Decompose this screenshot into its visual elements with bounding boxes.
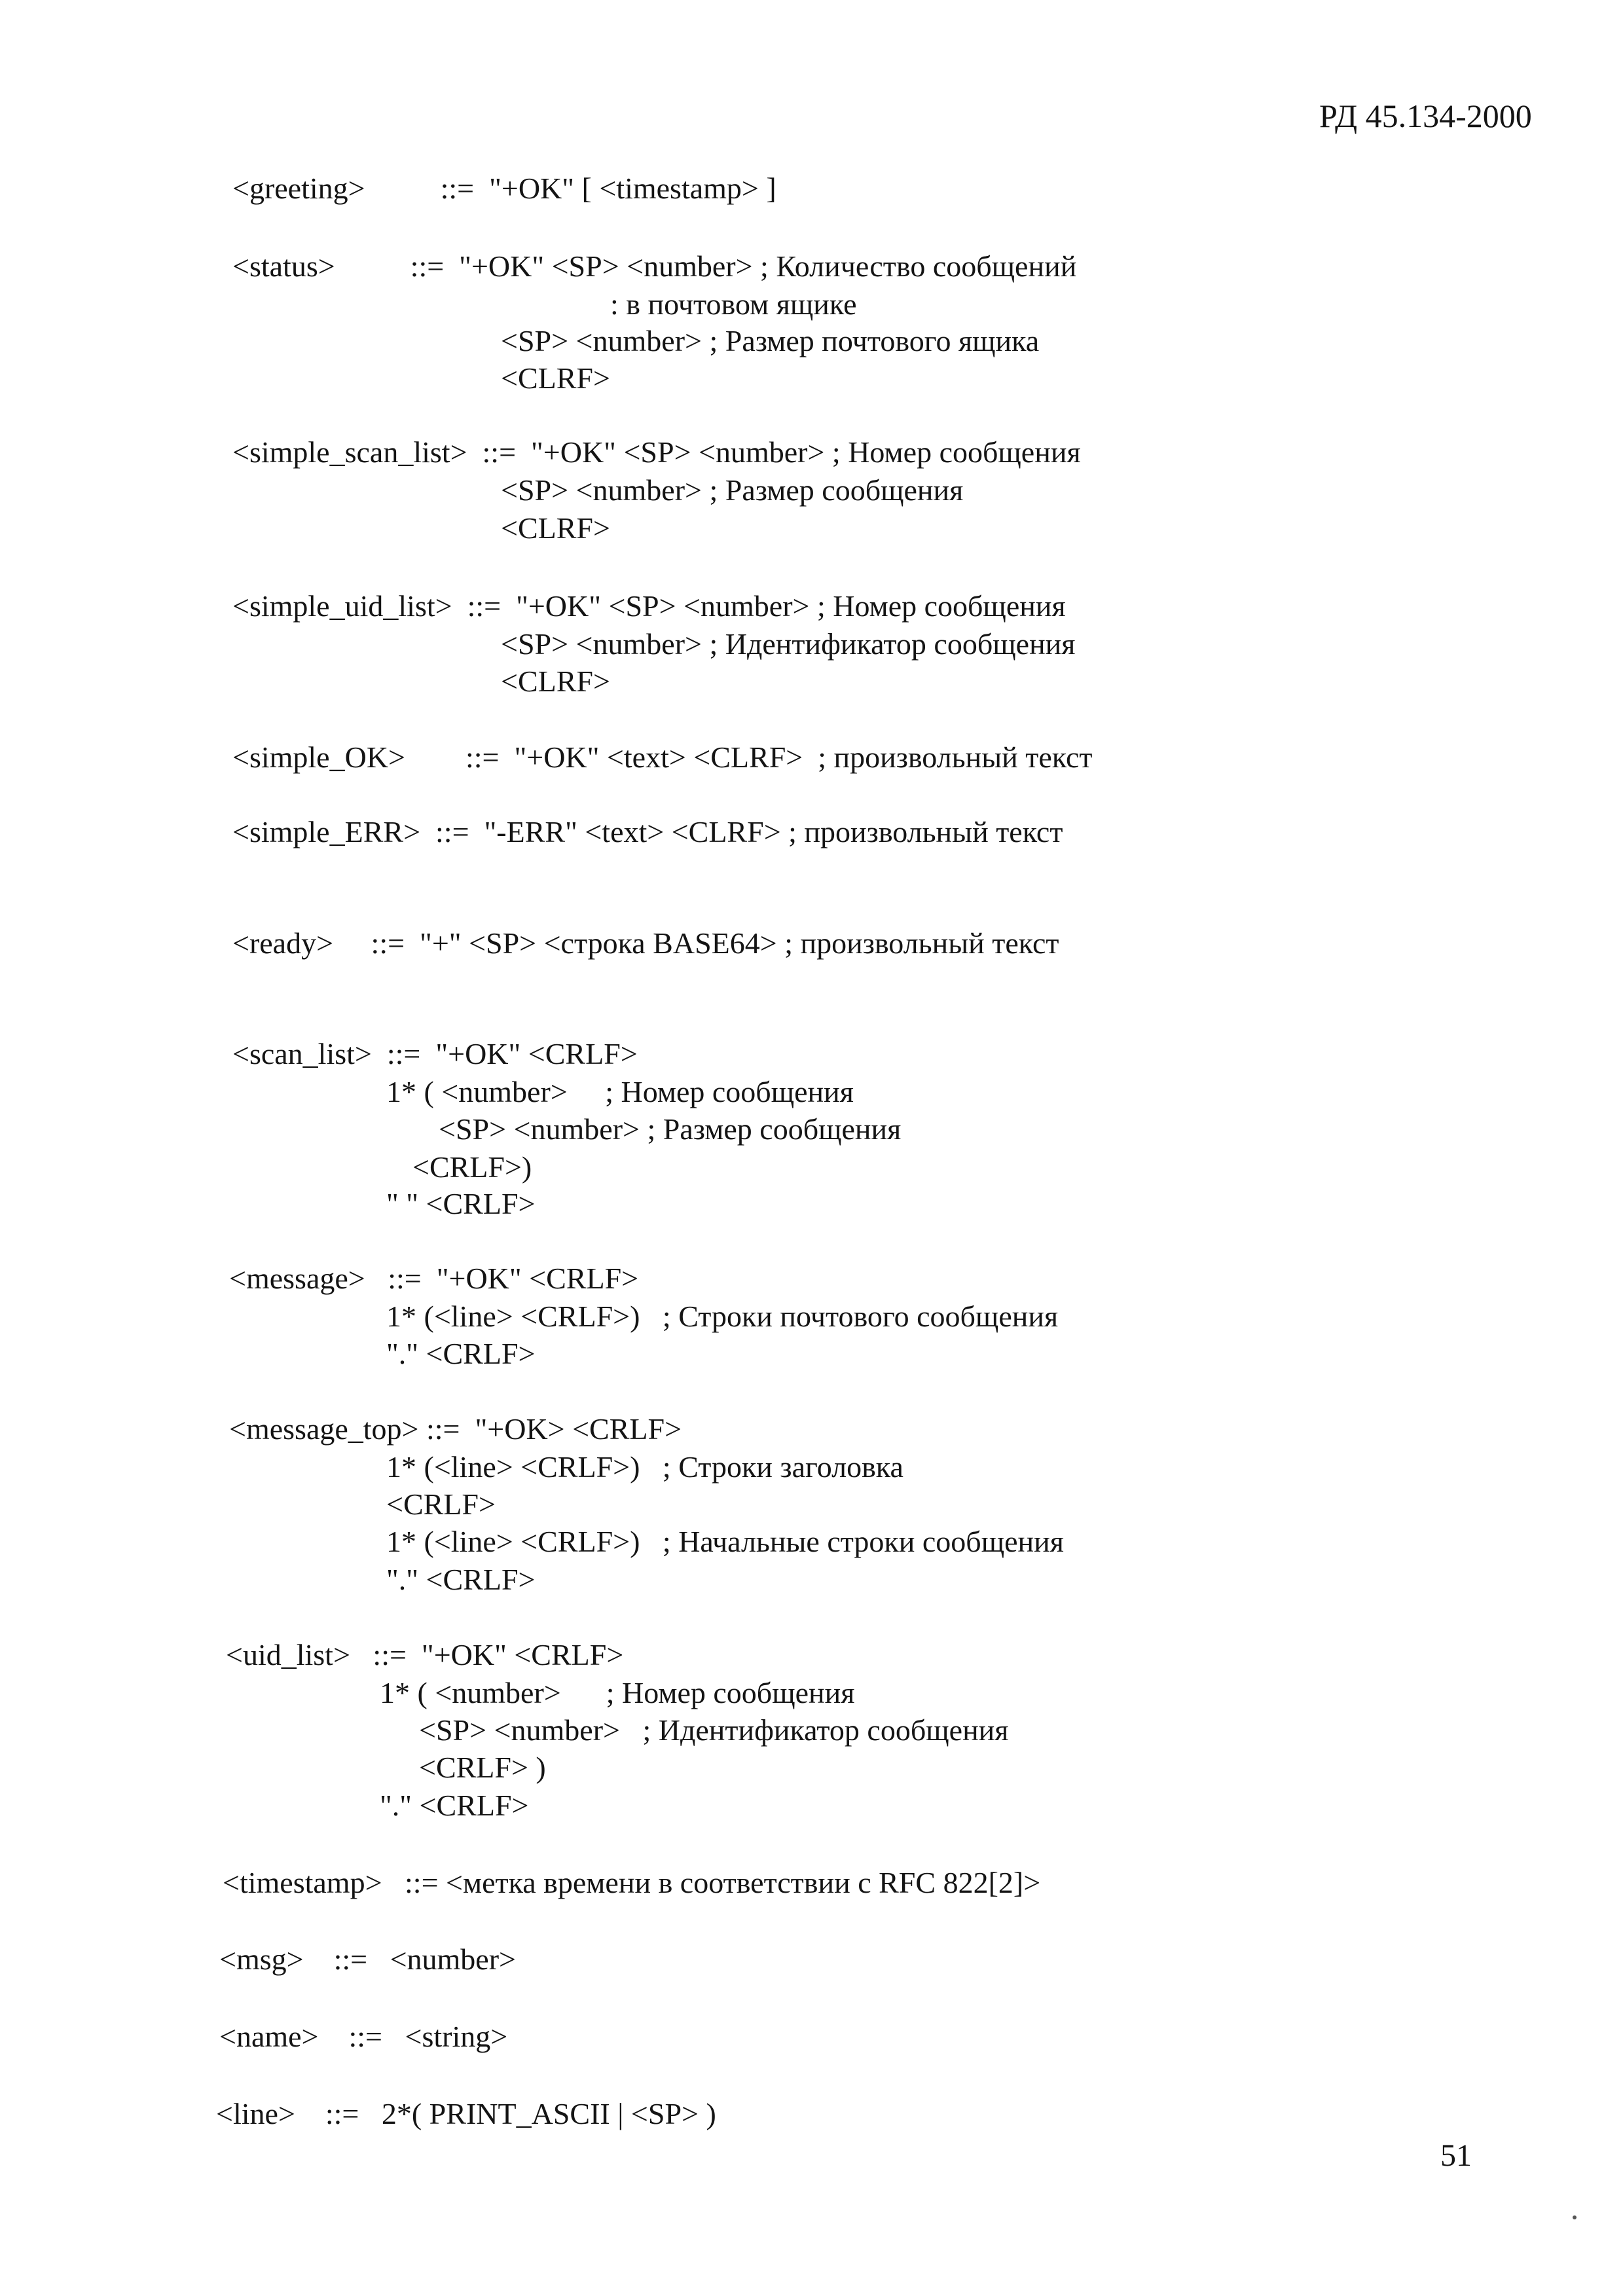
grammar-line-message-lines: 1* (<line> <CRLF>) ; Строки почтового сообщения [386, 1300, 1059, 1333]
grammar-line-greeting: <greeting> ::= "+OK" [ <timestamp> ] [232, 172, 776, 205]
grammar-line-scan-list-crlf: <CRLF>) [412, 1150, 532, 1184]
page-number: 51 [1440, 2138, 1472, 2173]
grammar-line-simple-scan-list-size: <SP> <number> ; Размер сообщения [501, 473, 964, 507]
grammar-line-uid-list: <uid_list> ::= "+OK" <CRLF> [226, 1638, 624, 1671]
grammar-line-message-top: <message_top> ::= "+OK> <CRLF> [229, 1412, 682, 1446]
grammar-line-message-top-terminator: "." <CRLF> [386, 1563, 536, 1596]
document-code-header: РД 45.134-2000 [1319, 98, 1532, 134]
grammar-line-message: <message> ::= "+OK" <CRLF> [229, 1262, 639, 1295]
grammar-line-message-top-body: 1* (<line> <CRLF>) ; Начальные строки сообщения [386, 1525, 1064, 1558]
grammar-line-name: <name> ::= <string> [219, 2020, 508, 2053]
grammar-line-message-top-headers: 1* (<line> <CRLF>) ; Строки заголовка [386, 1450, 903, 1484]
grammar-line-simple-uid-list-id: <SP> <number> ; Идентификатор сообщения [501, 627, 1076, 661]
grammar-line-uid-list-number: 1* ( <number> ; Номер сообщения [380, 1676, 855, 1709]
grammar-line-timestamp: <timestamp> ::= <метка времени в соответствии с RFC 822[2]> [223, 1866, 1041, 1899]
grammar-line-status-comment: : в почтовом ящике [610, 287, 857, 321]
scan-speck [1573, 2215, 1577, 2219]
grammar-line-message-terminator: "." <CRLF> [386, 1337, 536, 1370]
grammar-line-msg: <msg> ::= <number> [219, 1942, 516, 1976]
grammar-line-line: <line> ::= 2*( PRINT_ASCII | <SP> ) [216, 2097, 716, 2130]
grammar-line-simple-ok: <simple_OK> ::= "+OK" <text> <CLRF> ; произвольный текст [232, 740, 1093, 774]
grammar-line-uid-list-crlf: <CRLF> ) [419, 1751, 546, 1784]
grammar-line-scan-list-number: 1* ( <number> ; Номер сообщения [386, 1075, 854, 1108]
grammar-line-status-size: <SP> <number> ; Размер почтового ящика [501, 324, 1040, 357]
grammar-line-uid-list-id: <SP> <number> ; Идентификатор сообщения [419, 1713, 1009, 1747]
grammar-line-ready: <ready> ::= "+" <SP> <строка BASE64> ; произвольный текст [232, 926, 1059, 960]
grammar-line-status-crlf: <CLRF> [501, 361, 610, 395]
grammar-line-scan-list-terminator: " " <CRLF> [386, 1187, 536, 1220]
grammar-line-uid-list-terminator: "." <CRLF> [380, 1789, 529, 1822]
grammar-line-simple-err: <simple_ERR> ::= "-ERR" <text> <CLRF> ; произвольный текст [232, 815, 1063, 848]
grammar-line-message-top-crlf: <CRLF> [386, 1487, 496, 1521]
grammar-line-simple-scan-list-crlf: <CLRF> [501, 511, 610, 545]
grammar-line-simple-scan-list: <simple_scan_list> ::= "+OK" <SP> <number> ; Номер сообщения [232, 435, 1081, 469]
grammar-line-scan-list: <scan_list> ::= "+OK" <CRLF> [232, 1037, 638, 1070]
grammar-line-status: <status> ::= "+OK" <SP> <number> ; Количество сообщений [232, 249, 1077, 283]
grammar-line-simple-uid-list: <simple_uid_list> ::= "+OK" <SP> <number> ; Номер сообщения [232, 589, 1066, 623]
grammar-line-simple-uid-list-crlf: <CLRF> [501, 665, 610, 698]
grammar-line-scan-list-size: <SP> <number> ; Размер сообщения [439, 1112, 902, 1146]
